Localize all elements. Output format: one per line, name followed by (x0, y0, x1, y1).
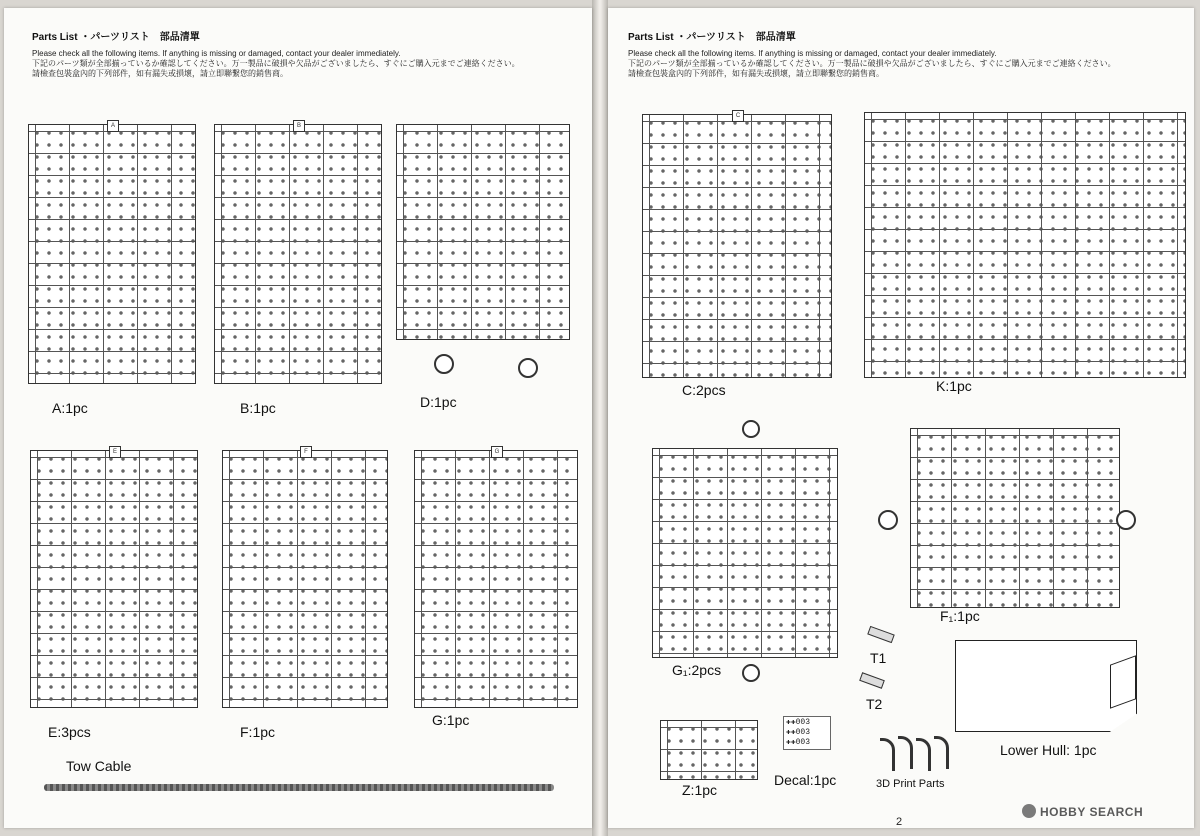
right-header-title: Parts List ・パーツリスト 部品清單 (628, 32, 796, 43)
sprue-f1-ring-part (1116, 510, 1136, 530)
sprue-c-drawing (642, 114, 832, 378)
sprue-b-drawing (214, 124, 382, 384)
right-header (628, 28, 1168, 79)
left-header-cn: 請檢查包裝盒內的下列部件，如有漏失或損壞，請立即聯繫您的銷售商。 (32, 69, 288, 78)
sprue-a-tag: A (107, 120, 119, 132)
sprue-k-drawing (864, 112, 1186, 378)
sprue-b-tag: B (293, 120, 305, 132)
right-header-cn: 請檢查包裝盒內的下列部件，如有漏失或損壞，請立即聯繫您的銷售商。 (628, 69, 884, 78)
tow-cable-label: Tow Cable (66, 758, 132, 774)
decal-line: ✚✚003 (786, 718, 811, 727)
right-header-jp: 下記のパーツ類が全部揃っているか確認してください。万一製品に破損や欠品がございましたら、すぐにご購入元までご連絡ください。 (628, 59, 1116, 68)
left-header-title: Parts List ・パーツリスト 部品清單 (32, 32, 200, 43)
left-header-jp: 下記のパーツ類が全部揃っているか確認してください。万一製品に破損や欠品がございましたら、すぐにご購入元までご連絡ください。 (32, 59, 520, 68)
tow-cable-drawing (44, 784, 554, 791)
decal-line: ✚✚003 (786, 728, 811, 737)
sprue-d-drawing (396, 124, 570, 340)
left-page (4, 8, 592, 828)
label-g1: G₁:2pcs (672, 662, 722, 678)
sprue-c-tag: C (732, 110, 744, 122)
sprue-d-ring-part (434, 354, 454, 374)
sprue-g1-runner-ring (742, 420, 760, 438)
label-b: B:1pc (240, 400, 276, 416)
left-header (32, 28, 572, 79)
watermark-icon (1022, 804, 1036, 818)
sprue-g-tag: G (491, 446, 503, 458)
label-t2: T2 (866, 696, 883, 712)
sprue-f-drawing (222, 450, 388, 708)
print-part-drawing (880, 738, 895, 771)
label-decal: Decal:1pc (774, 772, 837, 788)
right-header-en: Please check all the following items. If anything is missing or damaged, contact your dealer immediately. (628, 49, 997, 58)
sprue-f1-drawing (910, 428, 1120, 608)
label-k: K:1pc (936, 378, 972, 394)
label-z: Z:1pc (682, 782, 718, 798)
sprue-f-tag: F (300, 446, 312, 458)
decal-line: ✚✚003 (786, 738, 811, 747)
sprue-e-drawing (30, 450, 198, 708)
sprue-d-ring-part (518, 358, 538, 378)
label-c: C:2pcs (682, 382, 726, 398)
sprue-e-tag: E (109, 446, 121, 458)
t2-part-drawing (859, 672, 885, 689)
sprue-z-drawing (660, 720, 758, 780)
sprue-f1-ring-part (878, 510, 898, 530)
label-d: D:1pc (420, 394, 457, 410)
decal-sheet (783, 716, 831, 750)
sprue-g1-runner-ring (742, 664, 760, 682)
label-t1: T1 (870, 650, 887, 666)
label-g: G:1pc (432, 712, 470, 728)
t1-part-drawing (867, 626, 895, 643)
page-number: 2 (896, 816, 903, 828)
label-3d-print-parts: 3D Print Parts (876, 778, 945, 790)
label-a: A:1pc (52, 400, 88, 416)
label-e: E:3pcs (48, 724, 91, 740)
print-part-drawing (898, 736, 913, 769)
left-header-en: Please check all the following items. If anything is missing or damaged, contact your dealer immediately. (32, 49, 401, 58)
page-gutter (592, 0, 608, 836)
label-lower-hull: Lower Hull: 1pc (1000, 742, 1097, 758)
sprue-g1-drawing (652, 448, 838, 658)
sprue-g-drawing (414, 450, 578, 708)
print-part-drawing (916, 738, 931, 771)
label-f: F:1pc (240, 724, 276, 740)
sprue-a-drawing (28, 124, 196, 384)
print-part-drawing (934, 736, 949, 769)
watermark: HOBBY SEARCH (1040, 805, 1144, 819)
label-f1: F₁:1pc (940, 608, 980, 624)
